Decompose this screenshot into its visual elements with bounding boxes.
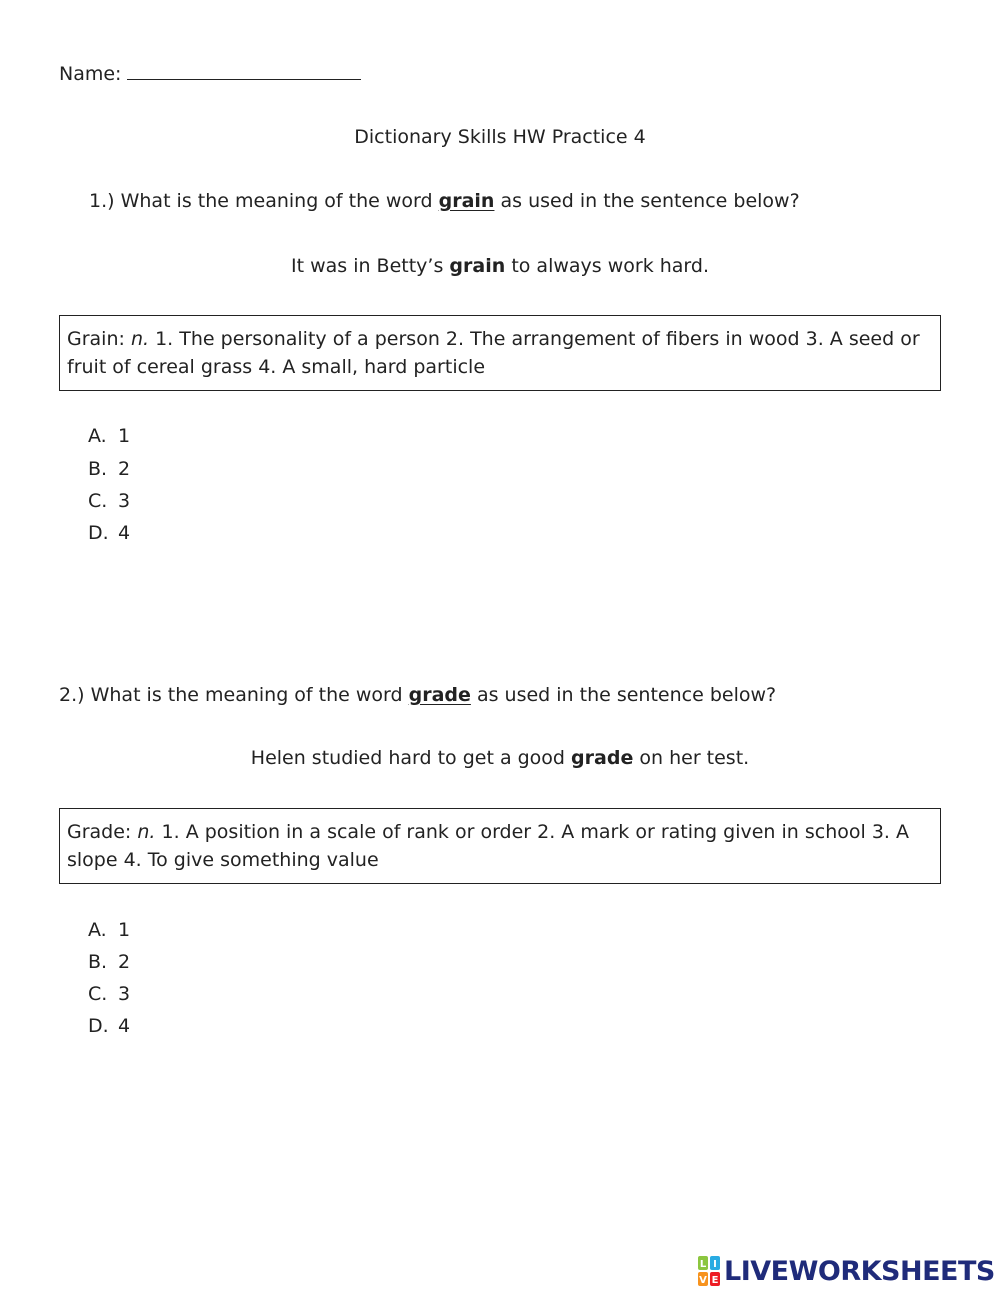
question-2-prompt-before: What is the meaning of the word (90, 684, 403, 706)
question-1-option-b[interactable] (88, 458, 130, 480)
option-value: 1 (118, 919, 131, 941)
question-2-option-d[interactable] (88, 1015, 130, 1037)
question-1-definition-pos: n. (130, 328, 150, 350)
option-value: 4 (118, 522, 131, 544)
option-letter: A. (88, 425, 107, 447)
question-1-definition-head: Grain: (67, 328, 125, 350)
svg-text:L: L (699, 1259, 707, 1270)
option-value: 3 (118, 983, 131, 1005)
question-1-prompt-after: as used in the sentence below? (500, 190, 800, 212)
question-1-number: 1.) (89, 190, 115, 212)
option-value: 3 (118, 490, 131, 512)
option-letter: D. (88, 1015, 109, 1037)
question-2-definition-text: 1. A position in a scale of rank or order 2. A mark or rating given in school 3. A slope 4. To give something value (67, 821, 909, 871)
question-2-number: 2.) (59, 684, 85, 706)
question-1-option-c[interactable] (88, 490, 130, 512)
question-2-definition-head: Grade: (67, 821, 132, 843)
question-1-option-d[interactable] (88, 522, 130, 544)
question-1-sentence-before: It was in Betty’s (290, 255, 444, 277)
question-2-prompt-after: as used in the sentence below? (476, 684, 777, 706)
question-1-prompt-before: What is the meaning of the word (120, 190, 433, 212)
option-value: 2 (118, 951, 131, 973)
option-value: 4 (118, 1015, 131, 1037)
name-blank-line[interactable] (127, 61, 361, 80)
question-2-sentence-after: on her test. (639, 747, 750, 769)
question-1-option-a[interactable] (88, 425, 130, 447)
option-letter: C. (88, 983, 108, 1005)
option-letter: A. (88, 919, 107, 941)
option-letter: D. (88, 522, 109, 544)
svg-text:V: V (699, 1275, 707, 1286)
question-1-sentence-word: grain (449, 255, 506, 277)
question-1-sentence (0, 255, 1000, 277)
question-1-keyword: grain (438, 190, 495, 212)
question-1-definition-text: 1. The personality of a person 2. The arrangement of fibers in wood 3. A seed or fruit of cereal grass 4. A small, hard particle (67, 328, 920, 378)
name-label: Name: (59, 63, 122, 85)
question-2-sentence (0, 747, 1000, 769)
page-title: Dictionary Skills HW Practice 4 (354, 126, 646, 148)
option-value: 2 (118, 458, 131, 480)
question-1-prompt (89, 190, 800, 212)
option-letter: B. (88, 458, 108, 480)
question-2-option-b[interactable] (88, 951, 130, 973)
svg-text:I: I (713, 1259, 717, 1270)
option-letter: B. (88, 951, 108, 973)
liveworksheets-logo[interactable] (698, 1256, 995, 1286)
svg-text:E: E (711, 1275, 719, 1286)
question-2-sentence-before: Helen studied hard to get a good (250, 747, 565, 769)
question-2-prompt (59, 684, 776, 706)
question-1-sentence-after: to always work hard. (511, 255, 709, 277)
question-2-definition-pos: n. (137, 821, 156, 843)
question-2-option-c[interactable] (88, 983, 130, 1005)
liveworksheets-logo-icon (698, 1256, 720, 1286)
question-2-definition-box (59, 808, 941, 884)
question-1-definition-box (59, 315, 941, 391)
question-2-keyword: grade (408, 684, 471, 706)
question-2-option-a[interactable] (88, 919, 130, 941)
option-letter: C. (88, 490, 108, 512)
liveworksheets-brand-text: LIVEWORKSHEETS (724, 1255, 995, 1287)
name-field (59, 61, 361, 85)
question-2-sentence-word: grade (571, 747, 634, 769)
option-value: 1 (118, 425, 131, 447)
